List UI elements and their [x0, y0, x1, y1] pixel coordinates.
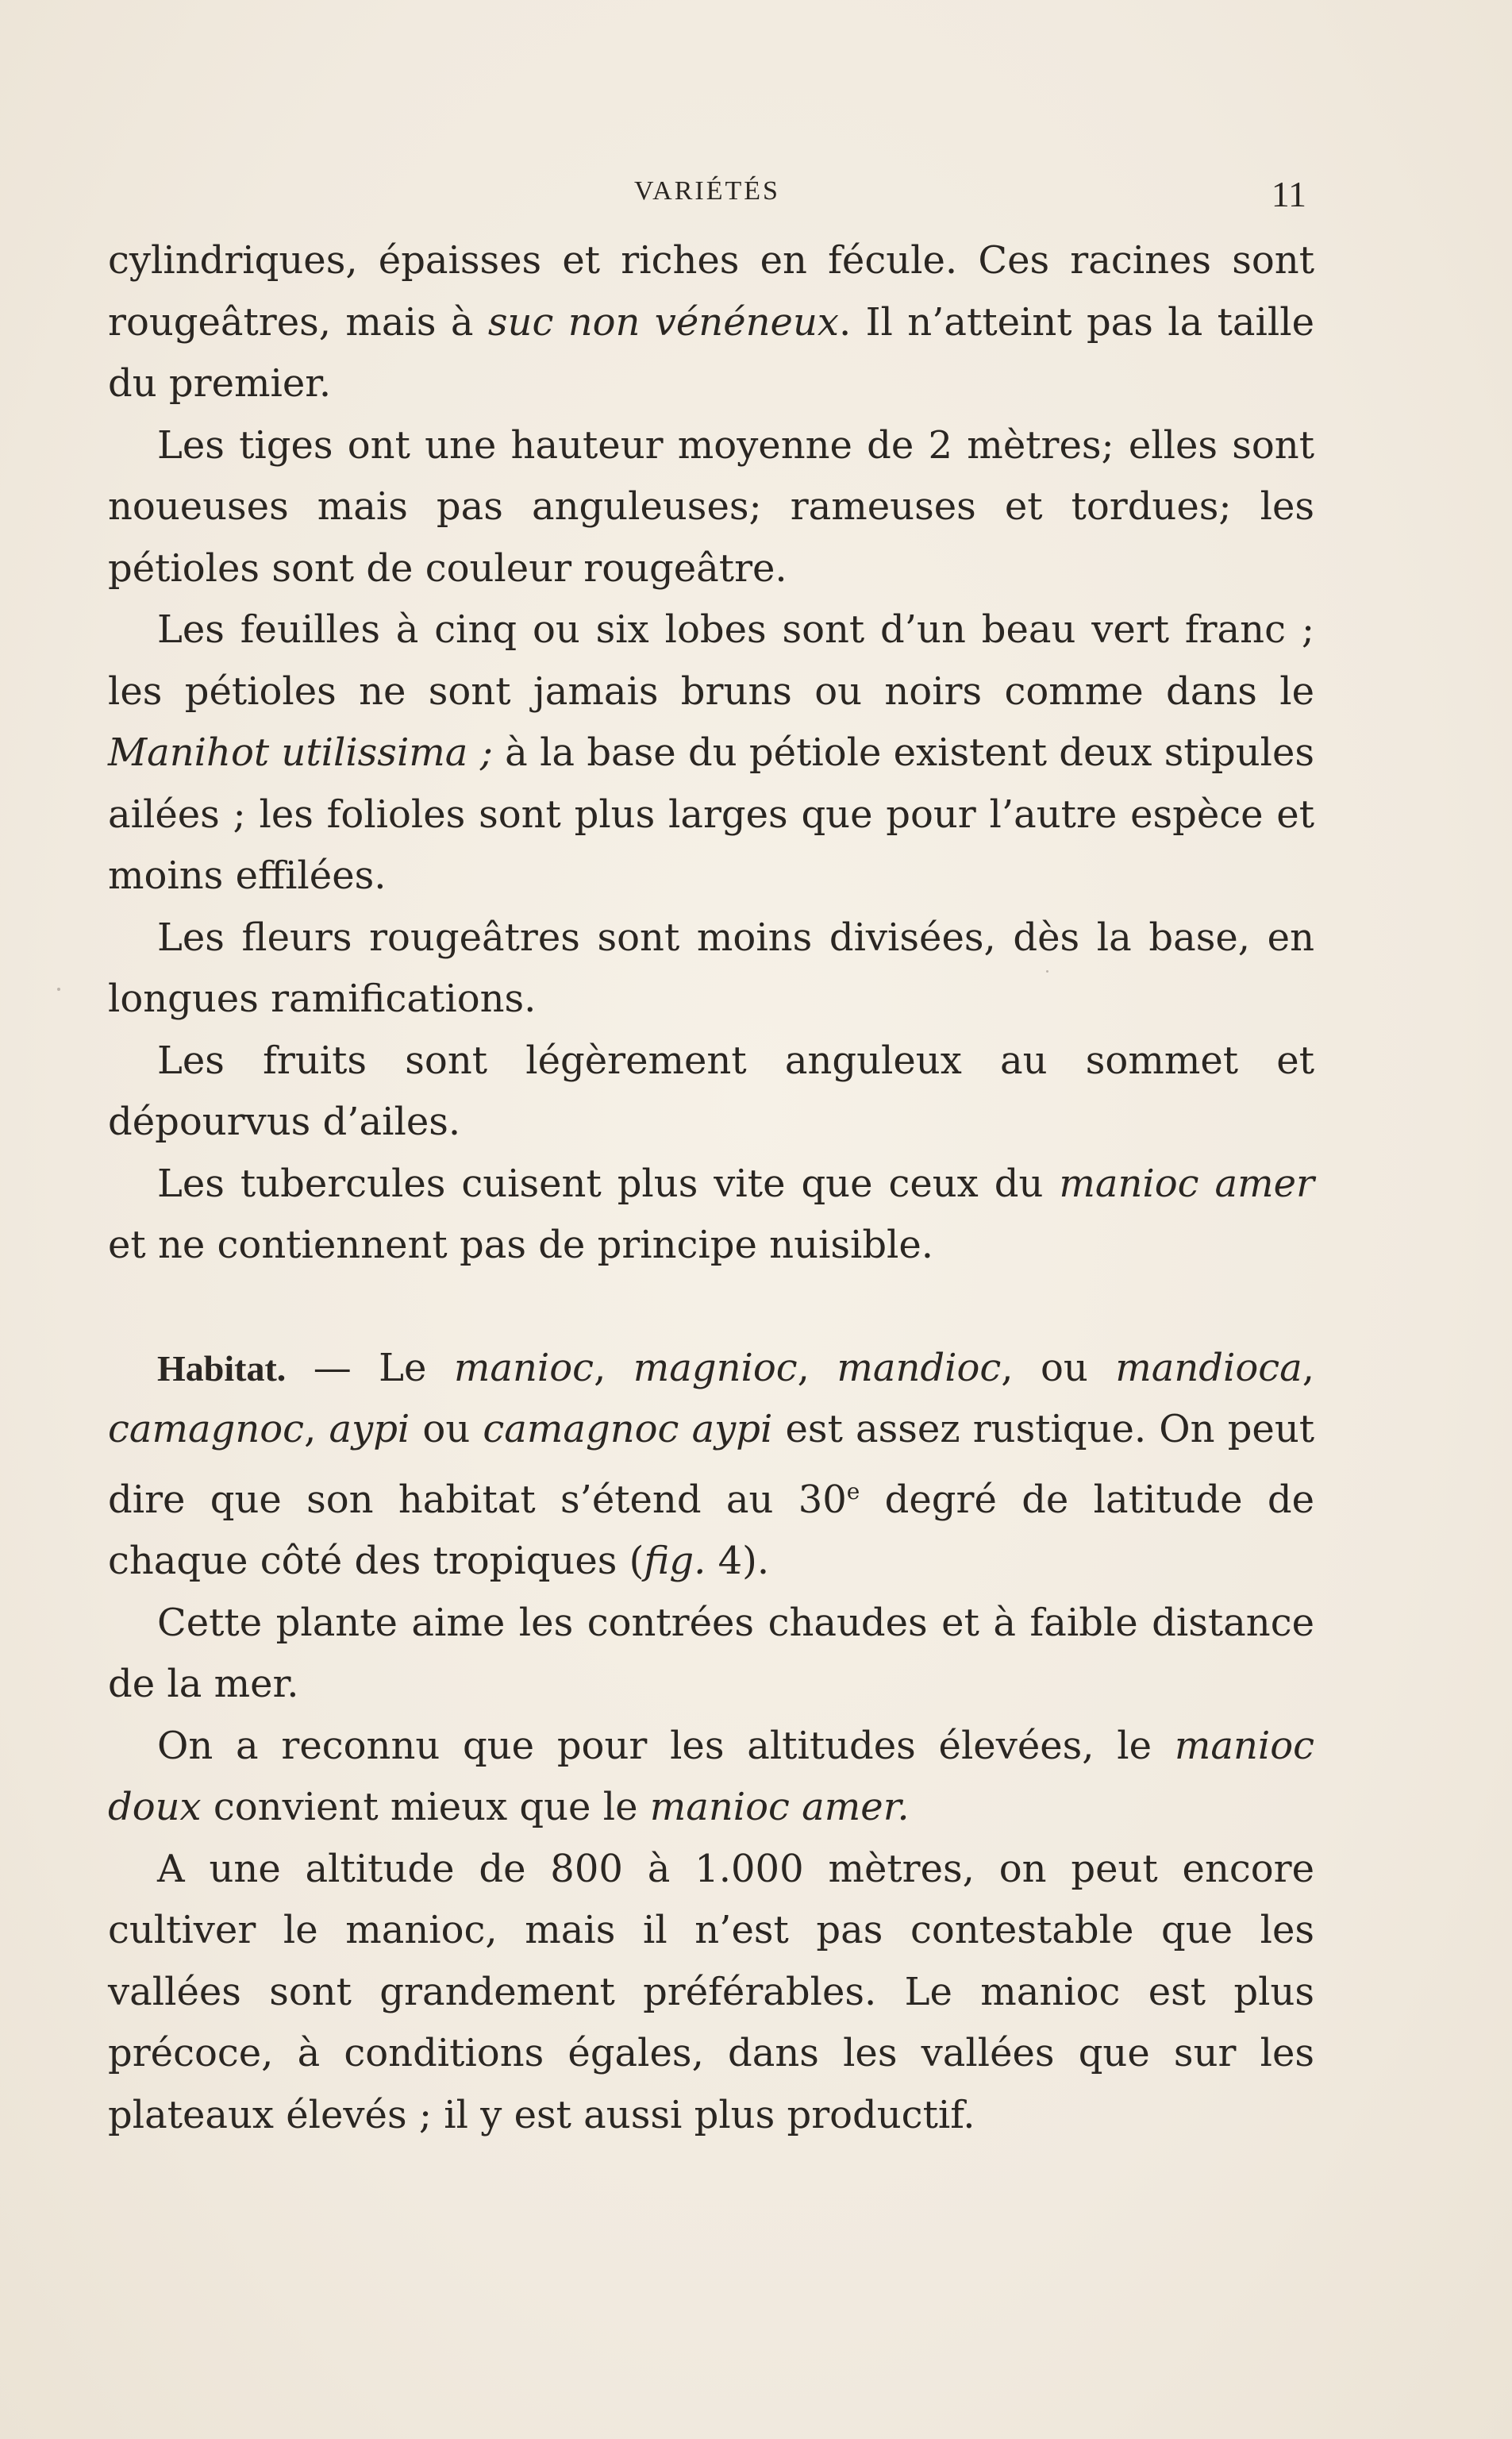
paragraph-1 — [108, 230, 1314, 415]
italic-run: manioc amer. — [649, 1785, 910, 1829]
text-run: est assez rustique. On peut dire que son habitat s’étend au 30 — [108, 1407, 1315, 1522]
text-run: degré de latitude de chaque côté des tropiques ( — [108, 1477, 1315, 1583]
paragraph-4: Les fleurs rougeâtres sont moins divisées, dès la base, en longues ramifications. — [108, 915, 1314, 1021]
paper-speck — [1046, 970, 1048, 973]
paragraph-5: Les fruits sont légèrement anguleux au sommet et dépourvus d’ailes. — [108, 1038, 1314, 1144]
italic-run: magnioc — [633, 1345, 798, 1390]
paragraph-9 — [108, 1716, 1314, 1839]
paragraph-6 — [108, 1154, 1314, 1277]
text-run: convient mieux que le — [201, 1785, 650, 1829]
page-number: 11 — [1271, 174, 1306, 214]
text-run: , — [797, 1345, 837, 1390]
italic-run: fig. — [644, 1539, 706, 1583]
italic-run: mandioca — [1115, 1345, 1302, 1390]
text-run: , — [1302, 1345, 1315, 1390]
paragraph-habitat — [108, 1338, 1314, 1593]
italic-run: manioc amer — [1059, 1161, 1315, 1206]
text-run: et ne contiennent pas de principe nuisible. — [108, 1223, 934, 1267]
text-run: — Le — [286, 1345, 454, 1390]
text-run: Les feuilles à cinq ou six lobes sont d’un beau vert franc ; les pétioles ne sont jamais bruns ou noirs comme dans le — [108, 607, 1314, 714]
italic-run: suc non vénéneux — [487, 299, 839, 345]
italic-run: manioc doux — [108, 1723, 1314, 1829]
text-run: , — [594, 1345, 633, 1390]
page-header — [108, 176, 1306, 216]
italic-run: manioc — [453, 1345, 594, 1390]
paragraph-2: Les tiges ont une hauteur moyenne de 2 mètres; elles sont noueuses mais pas anguleuses; rameuses et tordues; les pétioles sont de couleur rougeâtre. — [108, 422, 1314, 591]
paragraph-8: Cette plante aime les contrées chaudes et à faible distance de la mer. — [108, 1600, 1314, 1706]
text-run: Les tubercules cuisent plus vite que ceux du — [157, 1161, 1060, 1206]
italic-run: mandioc — [837, 1345, 1002, 1390]
italic-run: aypi — [329, 1407, 410, 1451]
paper-speck — [57, 988, 60, 991]
paragraph-3 — [108, 599, 1314, 907]
text-run: . Il n’atteint pas la taille du premier. — [108, 299, 1315, 406]
text-run: ou — [410, 1407, 483, 1451]
text-run: 4). — [706, 1539, 770, 1583]
text-run: cylindriques, épaisses et riches en fécule. Ces racines sont rougeâtres, mais à — [108, 238, 1314, 345]
text-run: , — [304, 1407, 329, 1451]
paragraph-10: A une altitude de 800 à 1.000 mètres, on peut encore cultiver le manioc, mais il n’est pas contestable que les vallées sont grandement préférables. Le manioc est plus précoce, à conditions égales, dans les vallées que sur les plateaux élevés ; il y est aussi plus productif. — [108, 1846, 1314, 2137]
text-run: , ou — [1001, 1345, 1116, 1390]
text-run: On a reconnu que pour les altitudes élevées, le — [157, 1723, 1175, 1768]
superscript: e — [846, 1478, 860, 1505]
italic-run: Manihot utilissima ; — [108, 730, 493, 775]
body-text — [108, 230, 1314, 2146]
running-head: VARIÉTÉS — [634, 176, 780, 206]
text-run: à la base du pétiole existent deux stipules ailées ; les folioles sont plus larges que pour l’autre espèce et moins effilées. — [108, 730, 1314, 898]
italic-run: camagnoc aypi — [483, 1407, 773, 1451]
section-heading: Habitat. — [157, 1347, 287, 1389]
italic-run: camagnoc — [108, 1407, 305, 1451]
